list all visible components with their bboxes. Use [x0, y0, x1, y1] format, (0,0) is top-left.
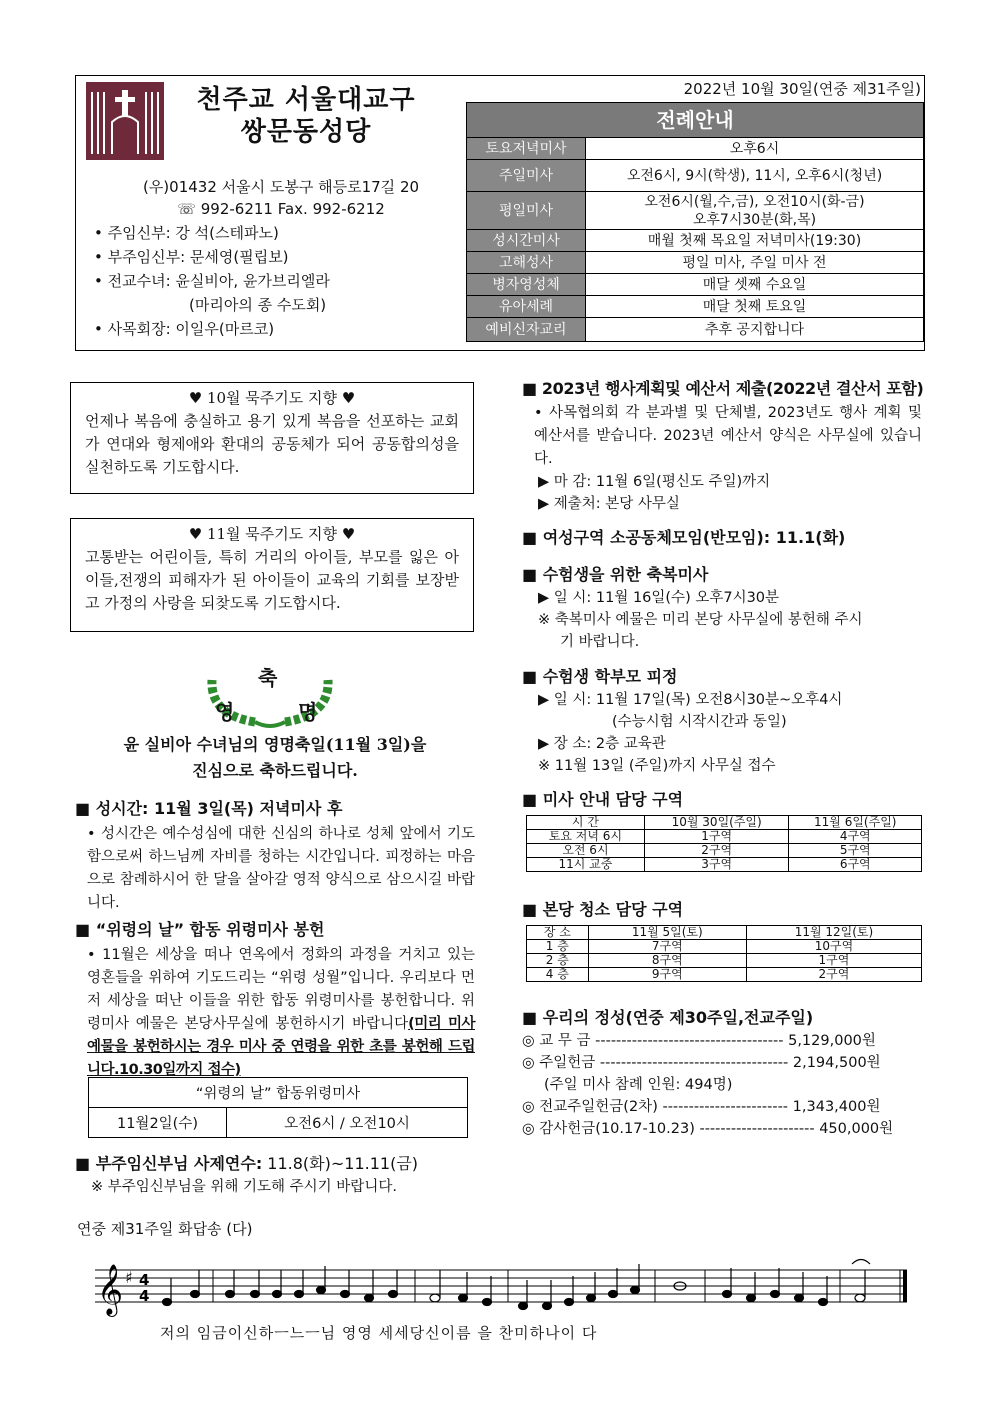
liturgy-key: 유아세례	[467, 296, 586, 318]
section-body: • 사목협의회 각 분과별 및 단체별, 2023년도 행사 계획 및 예산서를 받습니다. 2023년 예산서 양식은 사무실에 있습니다.	[534, 405, 922, 467]
liturgy-value: 추후 공지합니다	[586, 318, 924, 342]
prayer-november-box	[70, 518, 474, 632]
church-name	[186, 84, 426, 148]
staff-list	[94, 221, 330, 341]
offering-label: ◎ 주일헌금	[522, 1055, 596, 1071]
memorial-body-text: • 11월은 세상을 떠나 연옥에서 정화의 과정을 거치고 있는 영혼들을 위하여 기도드리는 “위령 성월”입니다. 우리보다 먼저 세상을 떠난 이들을 위한 합동 위령미사를 봉헌합니다. 위령미사 예물은 본당사무실에 봉헌하시기 바랍니다	[87, 947, 475, 1032]
table-cell: 오전 6시	[527, 844, 645, 858]
table-cell: 1구역	[644, 830, 789, 844]
table-cell: 토요 저녁 6시	[527, 830, 645, 844]
table-cell: 1 층	[527, 940, 589, 954]
memorial-table-time: 오전6시 / 오전10시	[227, 1108, 468, 1138]
parents-date-note: (수능시험 시작시간과 동일)	[612, 714, 787, 730]
liturgy-value: 평일 미사, 주일 미사 전	[586, 252, 924, 274]
section-heading: ■ “위령의 날” 합동 위령미사 봉헌	[75, 920, 325, 939]
liturgy-value: 오전6시, 9시(학생), 11시, 오후6시(청년)	[586, 160, 924, 192]
table-header: 11월 5일(토)	[588, 926, 746, 940]
bulletin-date: 2022년 10월 30일(연중 제31주일)	[683, 80, 921, 98]
offering-row	[522, 1052, 922, 1074]
table-cell: 4구역	[789, 830, 922, 844]
sharp-icon: ♯	[125, 1268, 133, 1287]
cleaning-heading: ■ 본당 청소 담당 구역	[522, 900, 684, 919]
table-cell: 8구역	[588, 954, 746, 968]
liturgy-value: 매월 첫째 목요일 저녁미사(19:30)	[586, 230, 924, 252]
exam-mass-date: ▶ 일 시: 11월 16일(수) 오후7시30분	[538, 590, 780, 606]
memorial-table-title: “위령의 날” 합동위령미사	[89, 1078, 468, 1108]
table-cell: 10구역	[746, 940, 921, 954]
liturgy-key: 고해성사	[467, 252, 586, 274]
liturgy-title: 전례안내	[467, 103, 924, 138]
feast-line: 진심으로 축하드립니다.	[192, 761, 358, 780]
feast-line: 윤 실비아 수녀님의 영명축일(11월 3일)을	[123, 735, 427, 754]
memorial-section	[75, 917, 475, 1082]
section-heading: ■ 성시간: 11월 3일(목) 저녁미사 후	[75, 799, 343, 818]
women-meeting-heading: ■ 여성구역 소공동체모임(반모임): 11.1(화)	[522, 528, 846, 547]
table-cell: 3구역	[644, 858, 789, 872]
fermata-icon	[852, 1260, 870, 1265]
plan-section	[522, 376, 922, 515]
table-cell: 7구역	[588, 940, 746, 954]
liturgy-key: 주일미사	[467, 160, 586, 192]
offering-label: ◎ 감사헌금(10.17-10.23)	[522, 1121, 695, 1137]
offering-dash: ------------------------	[662, 1099, 789, 1115]
section-heading: ■ 부주임신부님 사제연수:	[75, 1154, 263, 1173]
offering-label: ◎ 전교주일헌금(2차)	[522, 1099, 658, 1115]
offering-amount: 5,129,000원	[788, 1033, 876, 1049]
church-logo-icon	[86, 82, 164, 160]
table-header: 11월 6일(주일)	[789, 816, 922, 830]
table-cell: 11시 교중	[527, 858, 645, 872]
section-body: • 성시간은 예수성심에 대한 신심의 하나로 성체 앞에서 기도함으로써 하느님께 자비를 청하는 시간입니다. 피정하는 마음으로 참례하시어 한 달을 살아갈 영적 양식으로 삼으시길 바랍니다.	[87, 826, 475, 911]
prayer-body: 고통받는 어린이들, 특히 거리의 아이들, 부모를 잃은 아이들,전쟁의 피해자가 된 아이들이 교육의 기회를 보장받고 가정의 사랑을 되찾도록 기도합시다.	[85, 548, 459, 612]
section-heading: ■ 우리의 정성(연중 제30주일,전교주일)	[522, 1008, 814, 1027]
retreat-section	[75, 1151, 485, 1198]
section-heading: ■ 수험생을 위한 축복미사	[522, 565, 709, 584]
memorial-underline-note: (미리 미사예물을 봉헌하시는 경우 미사 중 연령을 위한 초를 봉헌해 드립니다.10.30일까지 접수)	[87, 1016, 475, 1078]
memorial-table-date: 11월2일(수)	[89, 1108, 227, 1138]
table-cell: 6구역	[789, 858, 922, 872]
cleaning-table	[526, 925, 922, 982]
plan-place: ▶ 제출처: 본당 사무실	[538, 496, 680, 512]
table-cell: 2구역	[644, 844, 789, 858]
liturgy-value: 오후6시	[586, 138, 924, 160]
offering-dash: ------------------------------------	[595, 1033, 784, 1049]
offering-amount: 1,343,400원	[792, 1099, 881, 1115]
staff-item: • 전교수녀: 윤실비아, 윤가브리엘라	[94, 272, 330, 290]
feast-char: 축	[258, 666, 278, 690]
staff-item: • 부주임신부: 문세영(필립보)	[94, 248, 289, 266]
section-heading: ■ 수험생 학부모 피정	[522, 667, 678, 686]
table-cell: 1구역	[746, 954, 921, 968]
offering-attendance: (주일 미사 참례 인원: 494명)	[544, 1077, 733, 1093]
table-header: 10월 30일(주일)	[644, 816, 789, 830]
staff-item: • 사목회장: 이일우(마르코)	[94, 320, 275, 338]
feast-message	[75, 732, 475, 784]
exam-mass-section	[522, 562, 922, 653]
liturgy-key: 토요저녁미사	[467, 138, 586, 160]
time-signature-top: 4	[139, 1271, 150, 1289]
table-cell: 2구역	[746, 968, 921, 982]
music-staff	[95, 1258, 915, 1318]
retreat-note: ※ 부주임신부님을 위해 기도해 주시기 바랍니다.	[91, 1179, 397, 1195]
prayer-title: ♥ 11월 묵주기도 지향 ♥	[188, 525, 356, 543]
exam-mass-note: ※ 축복미사 예물은 미리 본당 사무실에 봉헌해 주시	[538, 612, 863, 628]
offering-amount: 450,000원	[819, 1121, 894, 1137]
liturgy-table	[466, 102, 924, 342]
liturgy-key: 예비신자교리	[467, 318, 586, 342]
liturgy-key: 성시간미사	[467, 230, 586, 252]
liturgy-value-line2: 오후7시30분(화,목)	[692, 211, 817, 228]
parents-place: ▶ 장 소: 2층 교육관	[538, 736, 666, 752]
treble-clef-icon: 𝄞	[97, 1264, 124, 1315]
table-cell: 2 층	[527, 954, 589, 968]
holy-hour-section	[75, 796, 475, 915]
psalm-lyrics: 저의 임금이신하ㅡ느ㅡ님 영영 세세당신이름 을 찬미하나이 다	[160, 1324, 598, 1342]
bulletin-header	[75, 75, 925, 351]
feast-char: 영	[215, 700, 235, 724]
exam-mass-note: 기 바랍니다.	[560, 634, 640, 650]
mass-duty-heading: ■ 미사 안내 담당 구역	[522, 790, 684, 809]
music-notes	[163, 1264, 866, 1310]
feast-char: 명	[298, 700, 318, 724]
church-contact	[106, 176, 456, 220]
liturgy-key: 평일미사	[467, 192, 586, 230]
offering-row	[522, 1030, 922, 1052]
prayer-body: 언제나 복음에 충실하고 용기 있게 복음을 선포하는 교회가 연대와 형제애와 환대의 공동체가 되어 공동합의성을 실천하도록 기도합시다.	[85, 412, 459, 476]
prayer-title: ♥ 10월 묵주기도 지향 ♥	[188, 389, 356, 407]
liturgy-value: 매달 첫째 토요일	[586, 296, 924, 318]
church-name-line1: 천주교 서울대교구	[196, 85, 416, 115]
table-header: 시 간	[527, 816, 645, 830]
address: (우)01432 서울시 도봉구 해등로17길 20	[142, 178, 420, 196]
prayer-october-box	[70, 382, 474, 494]
table-header: 11월 12일(토)	[746, 926, 921, 940]
phone-fax: ☏ 992-6211 Fax. 992-6212	[177, 200, 385, 218]
parents-retreat-section	[522, 664, 922, 777]
feast-wreath	[200, 660, 340, 730]
liturgy-key: 병자영성체	[467, 274, 586, 296]
time-signature-bottom: 4	[139, 1287, 150, 1305]
liturgy-value: 매달 셋째 수요일	[586, 274, 924, 296]
mass-duty-table	[526, 815, 922, 872]
staff-item: • 주임신부: 강 석(스테파노)	[94, 224, 279, 242]
retreat-dates: 11.8(화)~11.11(금)	[262, 1154, 419, 1173]
section-body	[75, 944, 475, 1082]
section-heading: ■ 2023년 행사계획및 예산서 제출(2022년 결산서 포함)	[522, 379, 924, 398]
offering-label: ◎ 교 무 금	[522, 1033, 591, 1049]
offering-section	[522, 1005, 922, 1140]
liturgy-value-line1: 오전6시(월,수,금), 오전10시(화-금)	[644, 193, 865, 210]
memorial-mass-table	[88, 1077, 468, 1138]
table-cell: 4 층	[527, 968, 589, 982]
church-name-line2: 쌍문동성당	[240, 117, 372, 147]
offering-dash: ----------------------	[699, 1121, 815, 1137]
staff-item: (마리아의 종 수도회)	[189, 296, 327, 314]
plan-deadline: ▶ 마 감: 11월 6일(평신도 주일)까지	[538, 474, 771, 490]
table-cell: 9구역	[588, 968, 746, 982]
offering-row	[522, 1096, 922, 1118]
table-cell: 5구역	[789, 844, 922, 858]
parents-note: ※ 11월 13일 (주일)까지 사무실 접수	[538, 758, 776, 774]
table-header: 장 소	[527, 926, 589, 940]
offering-amount: 2,194,500원	[792, 1055, 881, 1071]
liturgy-value	[586, 192, 924, 230]
offering-dash: ------------------------------------	[599, 1055, 789, 1071]
parents-date: ▶ 일 시: 11월 17일(목) 오전8시30분~오후4시	[538, 692, 843, 708]
offering-row	[522, 1118, 922, 1140]
psalm-title: 연중 제31주일 화답송 (다)	[77, 1220, 253, 1238]
